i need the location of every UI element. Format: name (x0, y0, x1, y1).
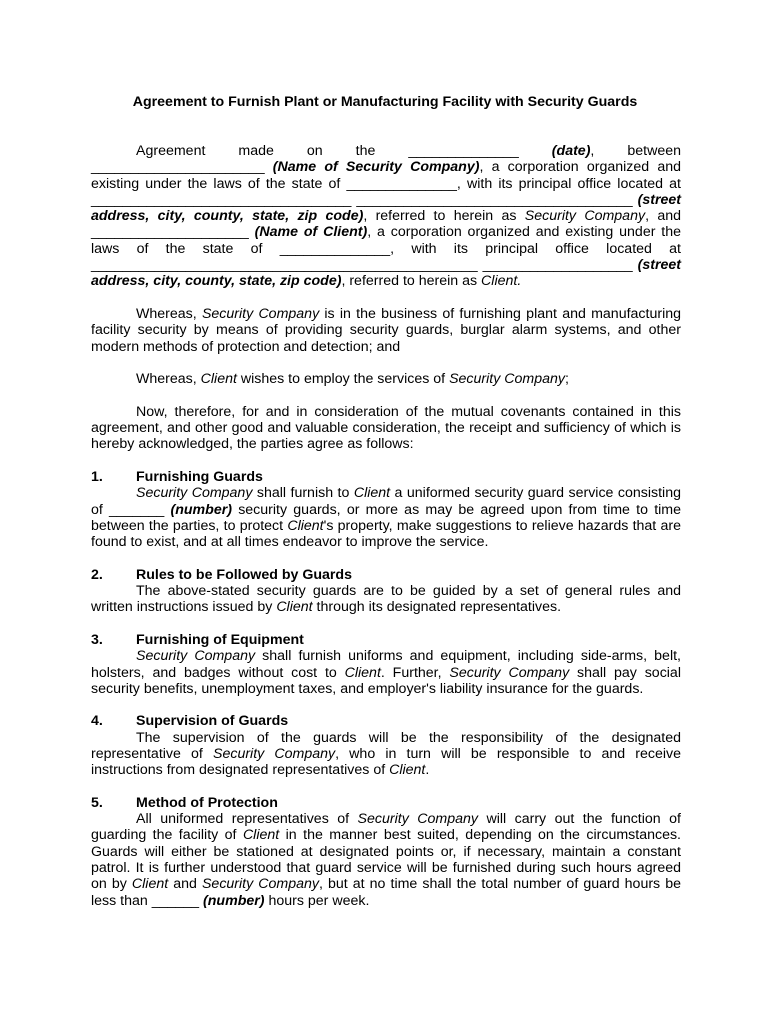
whereas-text: is in the business of furnishing plant and manufacturing facility security by means of providing security guards, burglar alarm systems, and other modern methods of protection and detection; and (91, 305, 685, 355)
section-body (91, 583, 685, 616)
security-company-term: Security Company (136, 485, 253, 502)
section-title: Rules to be Followed by Guards (136, 566, 352, 583)
security-company-term: Security Company (213, 745, 336, 762)
whereas-text: Whereas, (136, 305, 202, 322)
section-text: shall furnish to (252, 485, 354, 502)
section-text: shall furnish uniforms and equipment, including side-arms, belt, holsters, and badges without cost to (91, 648, 685, 681)
whereas-paragraph-1 (91, 305, 685, 355)
intro-text: Agreement made on the ______________ (136, 143, 552, 159)
section-2 (91, 566, 685, 616)
section-text: . Further, (380, 664, 450, 681)
section-heading (91, 469, 681, 485)
section-text: in the manner best suited, depending on the circumstances. Guards will either be stationed at designated points or, if necessary, maintain a constant patrol. It is further understood that guard service will be furnished during such hours agreed on by (91, 827, 685, 893)
section-body (91, 811, 685, 909)
client-term: Client (276, 599, 313, 616)
section-heading (91, 713, 681, 729)
section-text: security guards, or more as may be agreed upon from time to time between the parties, to protect (91, 501, 685, 534)
client-term: Client (242, 827, 280, 844)
client-term: Client (389, 762, 426, 779)
section-number: 4. (91, 713, 103, 730)
security-company-address-label: (street address, city, county, state, zip code) (91, 191, 685, 225)
section-heading (91, 795, 681, 811)
client-term: Client (131, 876, 169, 893)
security-company-term: Security Company (449, 664, 570, 681)
intro-text: , referred to herein as (341, 273, 482, 290)
security-company-term: Security Company (136, 648, 256, 665)
section-number: 1. (91, 468, 103, 485)
client-term: Client (353, 485, 391, 502)
security-company-term: Security Company (524, 208, 646, 225)
intro-text: , and ____________________ (91, 208, 685, 241)
section-text: 's property, make suggestions to relieve hazards that are found to exist, and at all times endeavor to improve the service. (91, 517, 685, 551)
section-text: . (425, 762, 430, 779)
security-company-name-label: (Name of Security Company) (272, 159, 480, 176)
whereas-text: Whereas, (136, 371, 201, 388)
section-4 (91, 713, 685, 779)
section-text: a uniformed security guard service consisting of _______ (91, 485, 685, 518)
client-term: Client (344, 664, 381, 681)
number-placeholder-label: (number) (170, 501, 232, 518)
section-text: , who in turn will be responsible to and receive instructions from designated representatives of (91, 745, 685, 779)
intro-paragraph (91, 143, 685, 290)
intro-text: , a corporation organized and existing under the laws of the state of ______________, with its principal office located at _________________________________ ___________________________________ (91, 159, 685, 208)
section-text: through its designated representatives. (312, 599, 562, 616)
security-company-term: Security Company (449, 371, 565, 388)
section-text: shall pay social security benefits, unemployment taxes, and employer's liability insurance for the guards. (91, 664, 685, 697)
section-5 (91, 794, 685, 909)
whereas-paragraph-2 (91, 371, 681, 387)
section-number: 3. (91, 631, 103, 648)
section-body (91, 485, 685, 551)
section-text: , but at no time shall the total number of guard hours be less than ______ (91, 876, 685, 909)
intro-text: , between ______________________ (91, 143, 685, 176)
client-name-label: (Name of Client) (254, 224, 368, 241)
section-heading (91, 632, 681, 648)
section-body (91, 648, 685, 697)
section-number: 2. (91, 566, 103, 583)
client-address-label: (street address, city, county, state, zip code) (91, 257, 685, 290)
section-text: and (168, 876, 202, 893)
client-term: Client (287, 517, 324, 534)
document-body (91, 143, 685, 925)
section-heading (91, 567, 681, 583)
section-1 (91, 468, 685, 551)
document-title: Agreement to Furnish Plant or Manufacturing Facility with Security Guards (132, 94, 638, 110)
client-term: Client (200, 371, 237, 388)
section-title: Supervision of Guards (136, 713, 289, 730)
section-3 (91, 631, 685, 697)
section-title: Method of Protection (136, 794, 278, 811)
whereas-text: wishes to employ the services of (236, 371, 450, 388)
whereas-text: ; (564, 371, 569, 388)
security-company-term: Security Company (201, 305, 320, 322)
intro-text: , referred to herein as (363, 208, 525, 225)
section-title: Furnishing Guards (136, 468, 263, 485)
section-text: The supervision of the guards will be the responsibility of the designated representative of (91, 729, 685, 762)
section-text: All uniformed representatives of (136, 811, 358, 828)
section-title: Furnishing of Equipment (136, 631, 304, 648)
section-text: will carry out the function of guarding the facility of (91, 811, 685, 844)
security-company-term: Security Company (357, 811, 478, 828)
section-body (91, 729, 685, 779)
security-company-term: Security Company (201, 876, 319, 893)
now-therefore-paragraph: Now, therefore, for and in consideration of the mutual covenants contained in this agreement, and other good and valuable consideration, the receipt and sufficiency of which is hereby acknowledged, the parties agree as follows: (91, 403, 681, 453)
section-text: hours per week. (264, 892, 370, 909)
section-number: 5. (91, 794, 103, 811)
intro-text: , a corporation organized and existing under the laws of the state of ______________, with its principal office located at _________________________________________________ ___________________ (91, 224, 685, 274)
number-placeholder-label: (number) (203, 892, 265, 909)
section-text: The above-stated security guards are to be guided by a set of general rules and written instructions issued by (91, 583, 685, 616)
client-term: Client. (481, 273, 522, 290)
date-placeholder-label: (date) (551, 143, 591, 159)
